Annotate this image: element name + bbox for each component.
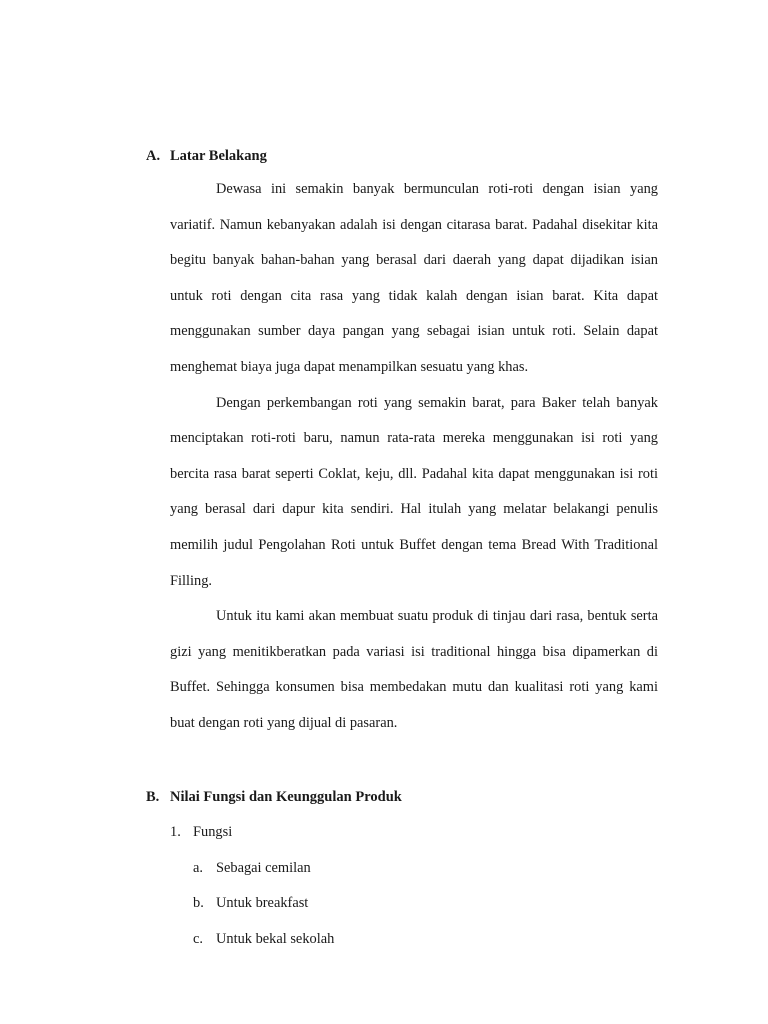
- section-a-body: [170, 172, 658, 742]
- sublist-marker: b.: [193, 895, 204, 911]
- section-a-marker: A.: [146, 148, 161, 164]
- sublist-item: [193, 929, 334, 949]
- list-item-fungsi: [170, 822, 232, 842]
- sublist-label: Untuk breakfast: [216, 895, 309, 911]
- section-b-marker: B.: [146, 789, 160, 805]
- section-a-title: Latar Belakang: [170, 148, 267, 164]
- sublist-item: [193, 858, 311, 878]
- sublist-label: Untuk bekal sekolah: [216, 931, 335, 947]
- paragraph: Dewasa ini semakin banyak bermunculan roti-roti dengan isian yang variatif. Namun kebanyakan adalah isi dengan citarasa barat. Padahal disekitar kita begitu banyak bahan-bahan yang berasal dari daerah yang dapat dijadikan isian untuk roti dengan cita rasa yang tidak kalah dengan isian barat. Kita dapat menggunakan sumber daya pangan yang sebagai isian untuk roti. Selain dapat menghemat biaya juga dapat menampilkan sesuatu yang khas.: [170, 181, 658, 375]
- sublist-marker: c.: [193, 931, 203, 947]
- sublist-label: Sebagai cemilan: [216, 860, 311, 876]
- paragraph: Dengan perkembangan roti yang semakin barat, para Baker telah banyak menciptakan roti-roti baru, namun rata-rata mereka menggunakan isi roti yang bercita rasa barat seperti Coklat, keju, dll. Padahal kita dapat menggunakan isi roti yang berasal dari dapur kita sendiri. Hal itulah yang melatar belakangi penulis memilih judul Pengolahan Roti untuk Buffet dengan tema Bread With Traditional Filling.: [170, 394, 658, 589]
- list-label: Fungsi: [193, 824, 233, 840]
- list-marker: 1.: [170, 824, 181, 840]
- section-a-heading: [146, 146, 267, 166]
- sublist-marker: a.: [193, 860, 203, 876]
- paragraph: Untuk itu kami akan membuat suatu produk di tinjau dari rasa, bentuk serta gizi yang menitikberatkan pada variasi isi traditional hingga bisa dipamerkan di Buffet. Sehingga konsumen bisa membedakan mutu dan kualitasi roti yang kami buat dengan roti yang dijual di pasaran.: [170, 608, 658, 731]
- sublist-item: [193, 893, 308, 913]
- section-b-title: Nilai Fungsi dan Keunggulan Produk: [170, 789, 402, 805]
- section-b-heading: [146, 787, 402, 807]
